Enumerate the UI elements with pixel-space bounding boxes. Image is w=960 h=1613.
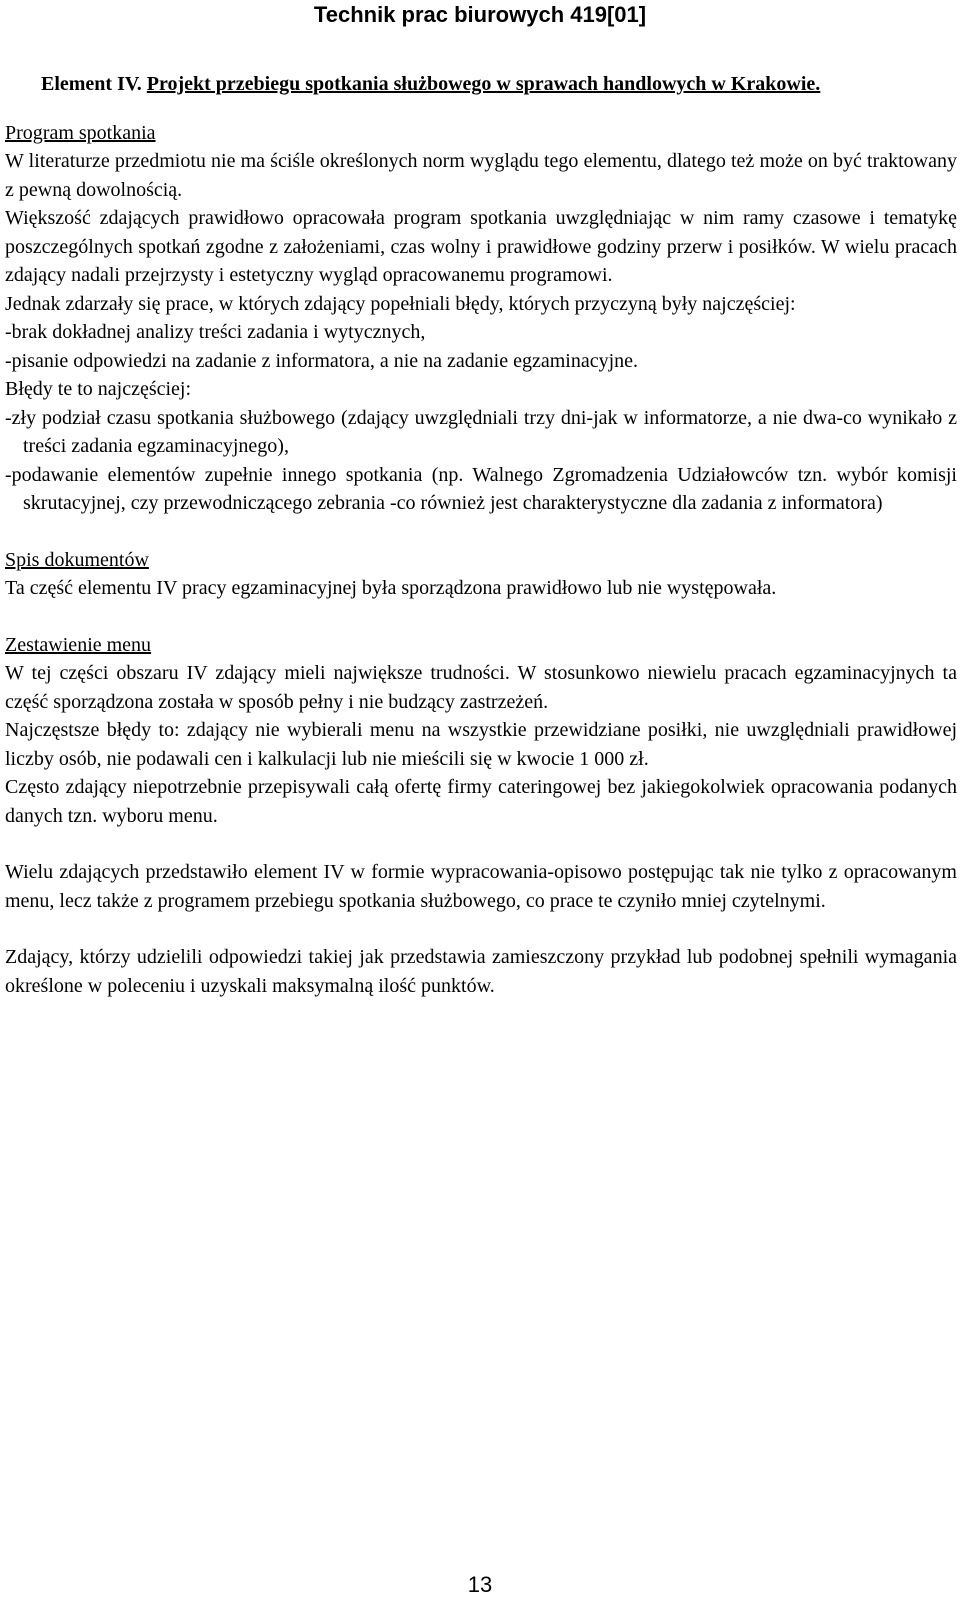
menu-paragraph-1: W tej części obszaru IV zdający mieli największe trudności. W stosunkowo niewielu pracach egzaminacyjnych ta część sporządzona została w sposób pełny i nie budzący zastrzeżeń. (5, 662, 957, 713)
section-heading-menu: Zestawienie menu (5, 633, 152, 656)
error-item-1: -zły podział czasu spotkania służbowego (zdający uwzględniali trzy dni-jak w informatorze, a nie dwa-co wynikało z treści zadania egzaminacyjnego), (5, 406, 957, 457)
documents-paragraph-1: Ta część elementu IV pracy egzaminacyjnej była sporządzona prawidłowo lub nie występowała. (5, 577, 777, 599)
cause-item-2: -pisanie odpowiedzi na zadanie z informatora, a nie na zadanie egzaminacyjne. (5, 349, 639, 372)
cause-item-1: -brak dokładnej analizy treści zadania i wytycznych, (5, 321, 426, 343)
program-paragraph-1: W literaturze przedmiotu nie ma ściśle określonych norm wyglądu tego elementu, dlatego też może on być traktowany z pewną dowolnością. (5, 150, 957, 201)
menu-paragraph-2: Najczęstsze błędy to: zdający nie wybierali menu na wszystkie przewidziane posiłki, nie uwzględniali prawidłowej liczby osób, nie podawali cen i kalkulacji lub nie mieścili się w kwocie 1 000 zł. (5, 719, 957, 770)
menu-paragraph-4: Wielu zdających przedstawiło element IV w formie wypracowania-opisowo postępując tak nie tylko z opracowanym menu, lecz także z programem przebiegu spotkania służbowego, co prace te czyniło mniej czytelnymi. (5, 861, 957, 912)
error-item-2: -podawanie elementów zupełnie innego spotkania (np. Walnego Zgromadzenia Udziałowców tzn. wybór komisji skrutacyjnej, czy przewodniczącego zebrania -co również jest charakterystyczne dla zadania z informatora) (5, 463, 957, 514)
menu-paragraph-3: Często zdający niepotrzebnie przepisywali całą ofertę firmy cateringowej bez jakiegokolwiek opracowania podanych danych tzn. wyboru menu. (5, 776, 957, 827)
page-number: 13 (467, 1572, 493, 1597)
document-body (5, 70, 957, 1000)
element-label: Element IV. (41, 73, 142, 95)
program-paragraph-3: Jednak zdarzały się prace, w których zdający popełniali błędy, których przyczyną były najczęściej: (5, 292, 796, 315)
element-title: Projekt przebiegu spotkania służbowego w sprawach handlowych w Krakowie. (146, 73, 821, 95)
element-heading (5, 70, 957, 99)
page-header: Technik prac biurowych 419[01] (313, 2, 647, 27)
menu-paragraph-5: Zdający, którzy udzielili odpowiedzi takiej jak przedstawia zamieszczony przykład lub podobnej spełnili wymagania określone w poleceniu i uzyskali maksymalną ilość punktów. (5, 946, 957, 997)
errors-heading: Błędy te to najczęściej: (5, 378, 192, 400)
program-paragraph-2: Większość zdających prawidłowo opracowała program spotkania uwzględniając w nim ramy czasowe i tematykę poszczególnych spotkań zgodne z założeniami, czas wolny i prawidłowe godziny przerw i posiłków. W wielu pracach zdający nadali przejrzysty i estetyczny wygląd opracowanemu programowi. (5, 207, 957, 286)
section-heading-documents: Spis dokumentów (5, 548, 149, 571)
section-heading-program: Program spotkania (5, 121, 156, 144)
